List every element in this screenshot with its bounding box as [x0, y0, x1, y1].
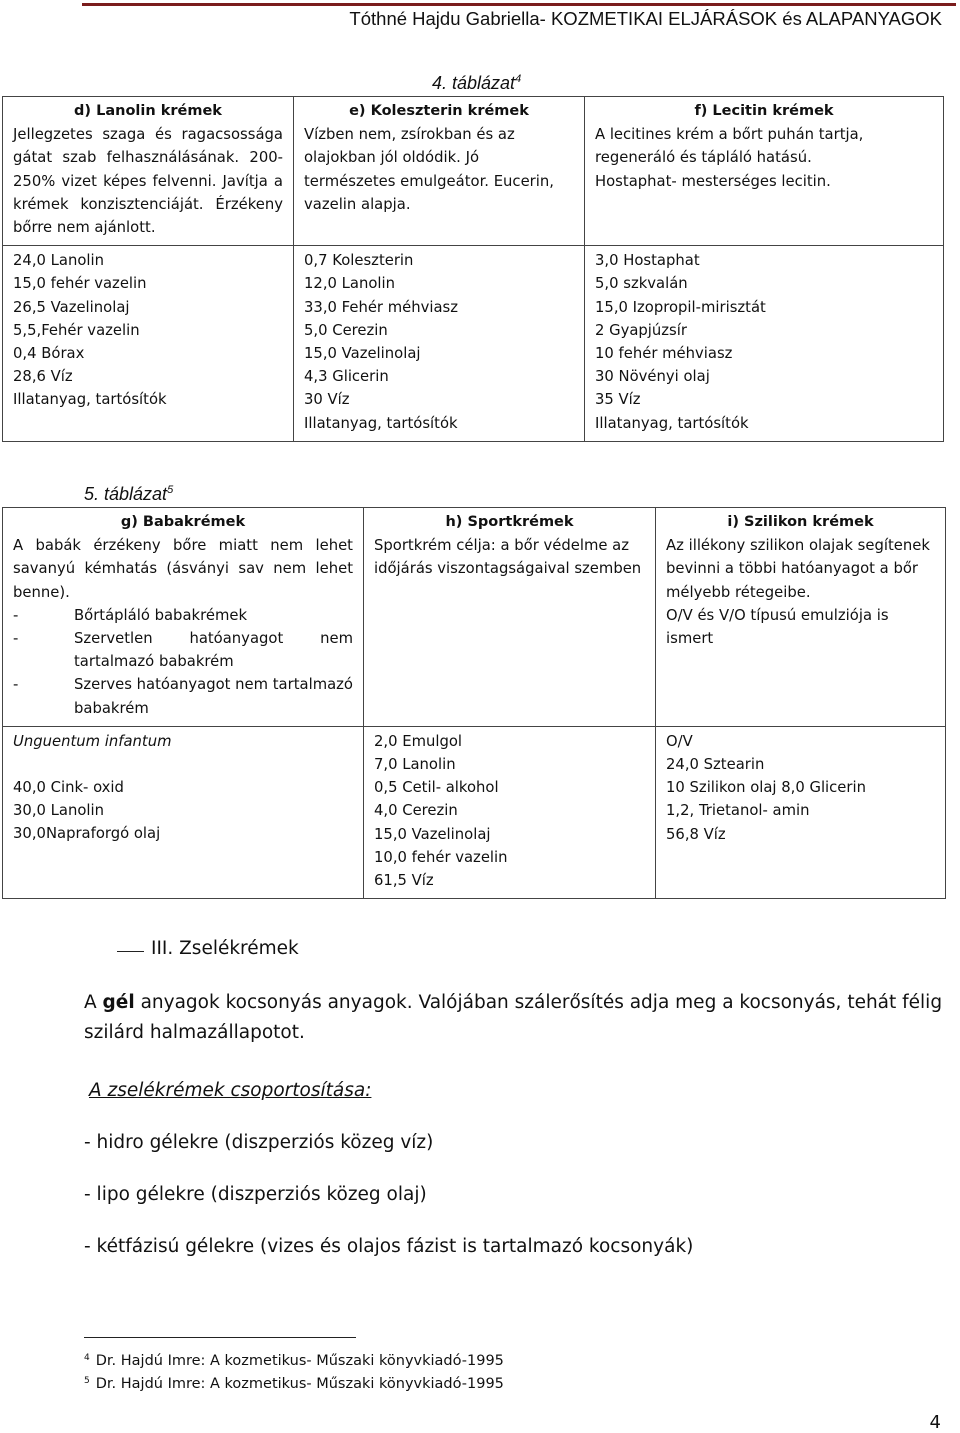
- recipe-line: 12,0 Lanolin: [304, 275, 395, 293]
- koleszterin-desc-line: olajokban jól oldódik. Jó: [304, 149, 479, 167]
- footnote-text: Dr. Hajdú Imre: A kozmetikus- Műszaki könyvkiadó-1995: [95, 1376, 504, 1392]
- table5-cell-g-recipe: [3, 726, 364, 898]
- table5-footnote-ref: 5: [167, 484, 174, 496]
- lanolin-heading: d) Lanolin krémek: [74, 103, 222, 119]
- szilikon-desc-line: Az illékony szilikon olajak segítenek: [666, 537, 930, 555]
- lanolin-desc: Jellegzetes szaga és ragacsossága gátat szab felhasználásának. 200-250% vizet képes felvenni. Javítja a krémek konzisztenciáját. Érzékeny bőrre nem ajánlott.: [13, 126, 283, 237]
- recipe-line: 2 Gyapjúzsír: [595, 321, 687, 339]
- group-item: - kétfázisú gélekre (vizes és olajos fázist is tartalmazó kocsonyák): [84, 1236, 694, 1257]
- page-number: 4: [929, 1412, 941, 1433]
- koleszterin-heading: e) Koleszterin krémek: [349, 103, 529, 119]
- intro-bold-term: gél: [102, 992, 135, 1013]
- table5-cell-i-recipe: [656, 726, 946, 898]
- recipe-line: 30,0Napraforgó olaj: [13, 825, 161, 843]
- footnote: [84, 1376, 504, 1392]
- koleszterin-desc-line: Vízben nem, zsírokban és az: [304, 126, 515, 144]
- table5-row-recipe: [3, 726, 946, 898]
- table4-cell-f-recipe: [585, 246, 944, 442]
- recipe-line: 10 fehér méhviasz: [595, 345, 733, 363]
- dash-mark: -: [13, 676, 19, 694]
- table5-cell-h-desc: [364, 508, 656, 727]
- recipe-line: Illatanyag, tartósítók: [304, 414, 458, 432]
- section-title: III. Zselékrémek: [151, 938, 299, 959]
- section-intro: [84, 988, 944, 1048]
- recipe-line: 3,0 Hostaphat: [595, 252, 700, 270]
- table5-cell-g-desc: [3, 508, 364, 727]
- babakrem-desc: A babák érzékeny bőre miatt nem lehet savanyú kémhatás (ásványi sav nem lehet benne).: [13, 537, 353, 601]
- footnote-number: 5: [84, 1376, 90, 1386]
- szilikon-desc-line: bevinni a többi hatóanyagot a bőr: [666, 560, 918, 578]
- recipe-line: 5,0 szkvalán: [595, 275, 688, 293]
- recipe-line: 15,0 fehér vazelin: [13, 275, 147, 293]
- recipe-line: 5,0 Cerezin: [304, 321, 388, 339]
- page-header: Tóthné Hajdu Gabriella- KOZMETIKAI ELJÁRÁSOK és ALAPANYAGOK: [349, 8, 942, 29]
- table4-cell-e-recipe: [294, 246, 585, 442]
- group-item: - hidro gélekre (diszperziós közeg víz): [84, 1132, 434, 1153]
- szilikon-desc-line: O/V és V/O típusú emulziója is: [666, 606, 889, 624]
- lecitin-heading: f) Lecitin krémek: [694, 103, 834, 119]
- recipe-title: Unguentum infantum: [13, 732, 172, 750]
- recipe-line: 7,0 Lanolin: [374, 756, 456, 774]
- lecitin-desc-line: regeneráló és tápláló hatású.: [595, 149, 812, 167]
- blank-line: [13, 753, 353, 776]
- table5-caption-text: 5. táblázat: [84, 484, 168, 504]
- table4-caption: [432, 73, 521, 94]
- recipe-line: 4,0 Cerezin: [374, 802, 458, 820]
- koleszterin-desc-line: természetes emulgeátor. Eucerin,: [304, 172, 554, 190]
- recipe-line: Illatanyag, tartósítók: [13, 391, 167, 409]
- szilikon-desc-line: ismert: [666, 630, 714, 648]
- sportkrem-desc-line: időjárás viszontagságaival szemben: [374, 560, 642, 578]
- table4-caption-text: 4. táblázat: [432, 73, 516, 93]
- table4-cell-d-recipe: [3, 246, 294, 442]
- intro-post: anyagok kocsonyás anyagok. Valójában szálerősítés adja meg a kocsonyás, tehát félig szilárd halmazállapotot.: [84, 992, 943, 1043]
- dash-mark: -: [13, 630, 19, 648]
- recipe-line: 56,8 Víz: [666, 825, 726, 843]
- bullet-text: Bőrtápláló babakrémek: [74, 606, 248, 624]
- table5-row-description: [3, 508, 946, 727]
- szilikon-desc-line: mélyebb rétegeibe.: [666, 583, 811, 601]
- babakrem-bullet: [13, 627, 353, 673]
- table4-cell-d-desc: [3, 97, 294, 246]
- dash-mark: -: [13, 606, 19, 624]
- babakrem-bullet: [13, 604, 353, 627]
- bullet-text: Szervetlen hatóanyagot nem tartalmazó babakrém: [74, 630, 353, 671]
- table-4: [2, 96, 944, 442]
- table4-cell-f-desc: [585, 97, 944, 246]
- lecitin-desc-line: A lecitines krém a bőrt puhán tartja,: [595, 126, 864, 144]
- table4-footnote-ref: 4: [515, 73, 522, 85]
- recipe-line: 2,0 Emulgol: [374, 732, 463, 750]
- recipe-line: 15,0 Vazelinolaj: [304, 345, 421, 363]
- recipe-line: 33,0 Fehér méhviasz: [304, 298, 459, 316]
- recipe-line: 4,3 Glicerin: [304, 368, 389, 386]
- recipe-line: Illatanyag, tartósítók: [595, 414, 749, 432]
- footnote-number: 4: [84, 1353, 90, 1363]
- recipe-title: O/V: [666, 732, 693, 750]
- sportkrem-desc-line: Sportkrém célja: a bőr védelme az: [374, 537, 630, 555]
- recipe-line: 30 Víz: [304, 391, 350, 409]
- table4-row-recipe: [3, 246, 944, 442]
- koleszterin-desc-line: vazelin alapja.: [304, 195, 411, 213]
- babakrem-bullet: [13, 673, 353, 719]
- table4-row-description: [3, 97, 944, 246]
- recipe-line: 24,0 Lanolin: [13, 252, 104, 270]
- recipe-line: 40,0 Cink- oxid: [13, 779, 124, 797]
- bullet-text: Szerves hatóanyagot nem tartalmazó babakrém: [74, 676, 353, 717]
- recipe-line: 10,0 fehér vazelin: [374, 848, 508, 866]
- group-heading: [89, 1076, 949, 1106]
- footnote-rule: [84, 1337, 356, 1338]
- table5-caption: [84, 484, 173, 505]
- recipe-line: 0,5 Cetil- alkohol: [374, 779, 499, 797]
- szilikon-heading: i) Szilikon krémek: [727, 514, 874, 530]
- recipe-line: 35 Víz: [595, 391, 641, 409]
- recipe-line: 15,0 Izopropil-mirisztát: [595, 298, 766, 316]
- intro-pre: A: [84, 992, 103, 1013]
- recipe-line: 61,5 Víz: [374, 872, 434, 890]
- footnote-text: Dr. Hajdú Imre: A kozmetikus- Műszaki könyvkiadó-1995: [95, 1353, 504, 1369]
- table5-cell-i-desc: [656, 508, 946, 727]
- recipe-line: 15,0 Vazelinolaj: [374, 825, 491, 843]
- sportkrem-heading: h) Sportkrémek: [445, 514, 574, 530]
- group-item: - lipo gélekre (diszperziós közeg olaj): [84, 1184, 427, 1205]
- table5-cell-h-recipe: [364, 726, 656, 898]
- table-5: [2, 507, 946, 899]
- recipe-line: 28,6 Víz: [13, 368, 73, 386]
- recipe-line: 24,0 Sztearin: [666, 756, 765, 774]
- recipe-line: 26,5 Vazelinolaj: [13, 298, 130, 316]
- table4-cell-e-desc: [294, 97, 585, 246]
- recipe-line: 0,7 Koleszterin: [304, 252, 414, 270]
- recipe-line: 30,0 Lanolin: [13, 802, 104, 820]
- header-rule: [82, 3, 956, 6]
- recipe-line: 30 Növényi olaj: [595, 368, 710, 386]
- babakrem-heading: g) Babakrémek: [120, 514, 246, 530]
- recipe-line: 5,5,Fehér vazelin: [13, 321, 140, 339]
- section-title-rule: [117, 951, 144, 952]
- recipe-line: 10 Szilikon olaj 8,0 Glicerin: [666, 779, 866, 797]
- recipe-line: 1,2, Trietanol- amin: [666, 802, 810, 820]
- footnote: [84, 1353, 504, 1369]
- group-title: A zselékrémek csoportosítása:: [89, 1080, 372, 1101]
- recipe-line: 0,4 Bórax: [13, 345, 85, 363]
- lecitin-desc-line: Hostaphat- mesterséges lecitin.: [595, 172, 831, 190]
